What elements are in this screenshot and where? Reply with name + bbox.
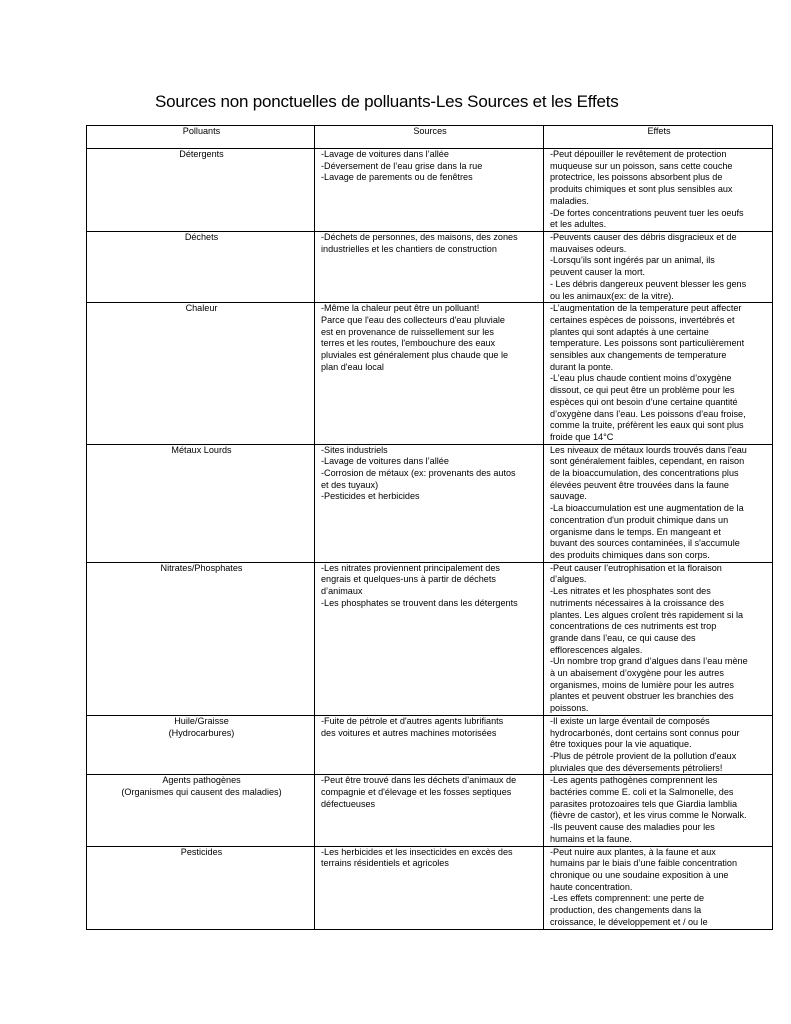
effects-cell [544,149,773,232]
cell-text-line: défectueuses [321,798,376,809]
pollutant-cell [87,232,315,303]
cell-text-line: pluviales que des déversements pétroliers! [550,762,723,773]
cell-text-line: protectrice, les poissons absorbent plus de [550,172,723,183]
cell-text-line: engrais et quelques-uns à partir de déchets [321,574,496,585]
cell-text-line: certaines espèces de poissons, invertébrés et [550,314,735,325]
table-header-row [87,126,773,149]
cell-text-line: (Organismes qui causent des maladies) [121,787,282,798]
cell-text-line: Chaleur [185,303,218,314]
pollutant-cell [87,444,315,562]
effects-cell [544,775,773,846]
cell-text-line: espèces qui ont besoin d’une certaine quantité [550,396,738,407]
cell-text-line: sensibles aux changements de temperature [550,350,727,361]
cell-text-line: d’animaux [321,586,363,597]
cell-text-line: et les adultes. [550,219,607,230]
sources-cell [315,846,544,929]
cell-text-line: sont généralement faibles, cependant, en raison [550,456,745,467]
cell-text-line: chronique ou une soudaine exposition à une [550,869,729,880]
cell-text-line: Métaux Lourds [171,444,232,455]
effects-cell [544,303,773,444]
cell-text-line: nutriments nécessaires à la croissance des [550,597,724,608]
cell-text-line: des voitures et autres machines motorisées [321,727,497,738]
cell-text-line: - Les débris dangereux peuvent blesser les gens [550,278,747,289]
pollutants-table [86,125,773,930]
cell-text-line: pluviales est généralement plus chaude que le [321,350,509,361]
cell-text-line: organisme dans le temps. En mangeant et [550,526,721,537]
page-title: Sources non ponctuelles de polluants-Les Sources et les Effets [155,92,619,111]
cell-text-line: -De fortes concentrations peuvent tuer les oeufs [550,207,744,218]
cell-text-line: plantes et peuvent obstruer les branchies des [550,691,734,702]
cell-text-line: -Corrosion de métaux (ex: provenants des autos [321,468,516,479]
cell-text-line: -Les nitrates proviennent principalement des [321,562,500,573]
effects-cell [544,562,773,715]
cell-text-line: temperature. Les poissons sont particulièrement [550,338,745,349]
pollutant-cell [87,303,315,444]
cell-text-line: produits chimiques et sont plus sensibles aux [550,184,733,195]
cell-text-line: industrielles et les chantiers de construction [321,243,497,254]
cell-text-line: -Lavage de parements ou de fenêtres [321,172,473,183]
cell-text-line: poissons. [550,703,589,714]
sources-cell [315,232,544,303]
pollutant-cell [87,149,315,232]
cell-text-line: bactéries comme E. coli et la Salmonelle, des [550,787,734,798]
cell-text-line: -Lavage de voitures dans l’allée [321,149,449,159]
cell-text-line: durant la ponte. [550,361,614,372]
sources-cell [315,444,544,562]
header-sources: Sources [315,126,544,149]
cell-text-line: humains et la faune. [550,833,632,844]
table-row [87,149,773,232]
cell-text-line: -Sites industriels [321,444,388,455]
cell-text-line: -Peut dépouiller le revêtement de protection [550,149,727,159]
cell-text-line: -Les effets comprennent: une perte de [550,893,705,904]
cell-text-line: parasites protozoaires tels que Giardia lamblia [550,798,738,809]
cell-text-line: maladies. [550,195,589,206]
header-pollutants: Polluants [87,126,315,149]
sources-cell [315,149,544,232]
table-row [87,444,773,562]
cell-text-line: -La bioaccumulation est une augmentation de la [550,503,744,514]
cell-text-line: haute concentration. [550,881,633,892]
cell-text-line: organismes, moins de lumière pour les autres [550,679,734,690]
table-row [87,232,773,303]
cell-text-line: -L’eau plus chaude contient moins d’oxygène [550,373,732,384]
cell-text-line: Nitrates/Phosphates [160,562,243,573]
effects-cell [544,715,773,775]
cell-text-line: -Les herbicides et les insecticides en excès des [321,846,513,857]
pollutant-cell [87,715,315,775]
cell-text-line: plantes. Les algues croîent très rapidement si la [550,609,744,620]
cell-text-line: -Pesticides et herbicides [321,491,420,502]
cell-text-line: -Il existe un large éventail de composés [550,715,710,726]
cell-text-line: terrains résidentiels et agricoles [321,858,449,869]
cell-text-line: -Ils peuvent cause des maladies pour les [550,822,715,833]
cell-text-line: croissance, le développement et / ou le [550,916,708,927]
table-row [87,303,773,444]
cell-text-line: des produits chimiques dans son corps. [550,549,710,560]
cell-text-line: humains par le biais d’une faible concentration [550,858,738,869]
table-row [87,715,773,775]
cell-text-line: -Même la chaleur peut être un polluant! [321,303,480,314]
cell-text-line: -L’augmentation de la temperature peut affecter [550,303,742,314]
pollutant-cell [87,775,315,846]
table-row [87,562,773,715]
cell-text-line: et des tuyaux) [321,479,379,490]
cell-text-line: -Un nombre trop grand d’algues dans l’eau mène [550,656,748,667]
cell-text-line: Agents pathogènes [162,775,241,786]
cell-text-line: -Les phosphates se trouvent dans les détergents [321,597,518,608]
cell-text-line: terres et les routes, l'embouchure des eaux [321,338,496,349]
cell-text-line: compagnie et d'élevage et les fosses septiques [321,787,512,798]
cell-text-line: à un abaisement d’oxygène pour les autres [550,668,724,679]
pollutant-cell [87,562,315,715]
cell-text-line: -Déversement de l’eau grise dans la rue [321,160,483,171]
cell-text-line: concentrations de ces nutriments est trop [550,621,717,632]
cell-text-line: peuvent causer la mort. [550,267,646,278]
cell-text-line: dissout, ce qui peut être un problème pour les [550,385,735,396]
sources-cell [315,303,544,444]
table-row [87,846,773,929]
cell-text-line: comme la truite, préfèrent les eaux qui sont plus [550,420,744,431]
cell-text-line: Les niveaux de métaux lourds trouvés dans l'eau [550,444,747,455]
cell-text-line: élevées peuvent être trouvées dans la faune [550,479,729,490]
cell-text-line: sauvage. [550,491,587,502]
cell-text-line: (Hydrocarbures) [168,727,235,738]
cell-text-line: mauvaises odeurs. [550,243,627,254]
cell-text-line: -Plus de pétrole provient de la pollution d'eaux [550,750,737,761]
cell-text-line: hydrocarbonés, dont certains sont connus pour [550,727,740,738]
cell-text-line: muqueuse sur un poisson, sans cette couche [550,160,733,171]
cell-text-line: concentration d'un produit chimique dans un [550,514,729,525]
table-row [87,775,773,846]
cell-text-line: (fièvre de castor), et les virus comme le Norwalk. [550,810,747,821]
cell-text-line: d’oxygène dans l’eau. Les poissons d’eau froise, [550,408,746,419]
cell-text-line: -Lorsqu’ils sont ingérés par un animal, ils [550,255,715,266]
pollutant-cell [87,846,315,929]
cell-text-line: froide que 14°C [550,431,614,442]
cell-text-line: de la bioaccumulation, des concentrations plus [550,468,739,479]
sources-cell [315,562,544,715]
cell-text-line: buvant des sources contaminées, il s'accumule [550,538,740,549]
sources-cell [315,715,544,775]
effects-cell [544,846,773,929]
cell-text-line: -Les agents pathogènes comprennent les [550,775,718,786]
sources-cell [315,775,544,846]
effects-cell [544,444,773,562]
cell-text-line: -Peuvents causer des débris disgracieux et de [550,232,737,242]
cell-text-line: plan d'eau local [321,361,384,372]
cell-text-line: plantes qui sont adaptés à une certaine [550,326,709,337]
cell-text-line: -Peut nuire aux plantes, à la faune et aux [550,846,716,857]
cell-text-line: Détergents [179,149,224,159]
cell-text-line: être toxiques pour la vie aquatique. [550,739,692,750]
cell-text-line: -Déchets de personnes, des maisons, des zones [321,232,518,242]
cell-text-line: ou les animaux(ex: de la vitre). [550,290,674,301]
effects-cell [544,232,773,303]
cell-text-line: production, des changements dans la [550,905,702,916]
cell-text-line: d’algues. [550,574,587,585]
cell-text-line: -Les nitrates et les phosphates sont des [550,586,711,597]
cell-text-line: -Peut causer l’eutrophisation et la floraison [550,562,722,573]
cell-text-line: grande dans l’eau, ce qui cause des [550,632,696,643]
cell-text-line: -Peut être trouvé dans les déchets d’animaux de [321,775,517,786]
cell-text-line: efflorescences algales. [550,644,643,655]
cell-text-line: Pesticides [180,846,223,857]
cell-text-line: -Lavage de voitures dans l’allée [321,456,449,467]
header-effects: Effets [544,126,773,149]
cell-text-line: -Fuite de pétrole et d'autres agents lubrifiants [321,715,504,726]
cell-text-line: Huile/Graisse [174,715,229,726]
cell-text-line: Déchets [184,232,219,242]
cell-text-line: est en provenance de ruissellement sur les [321,326,494,337]
cell-text-line: Parce que l'eau des collecteurs d'eau pluviale [321,314,505,325]
